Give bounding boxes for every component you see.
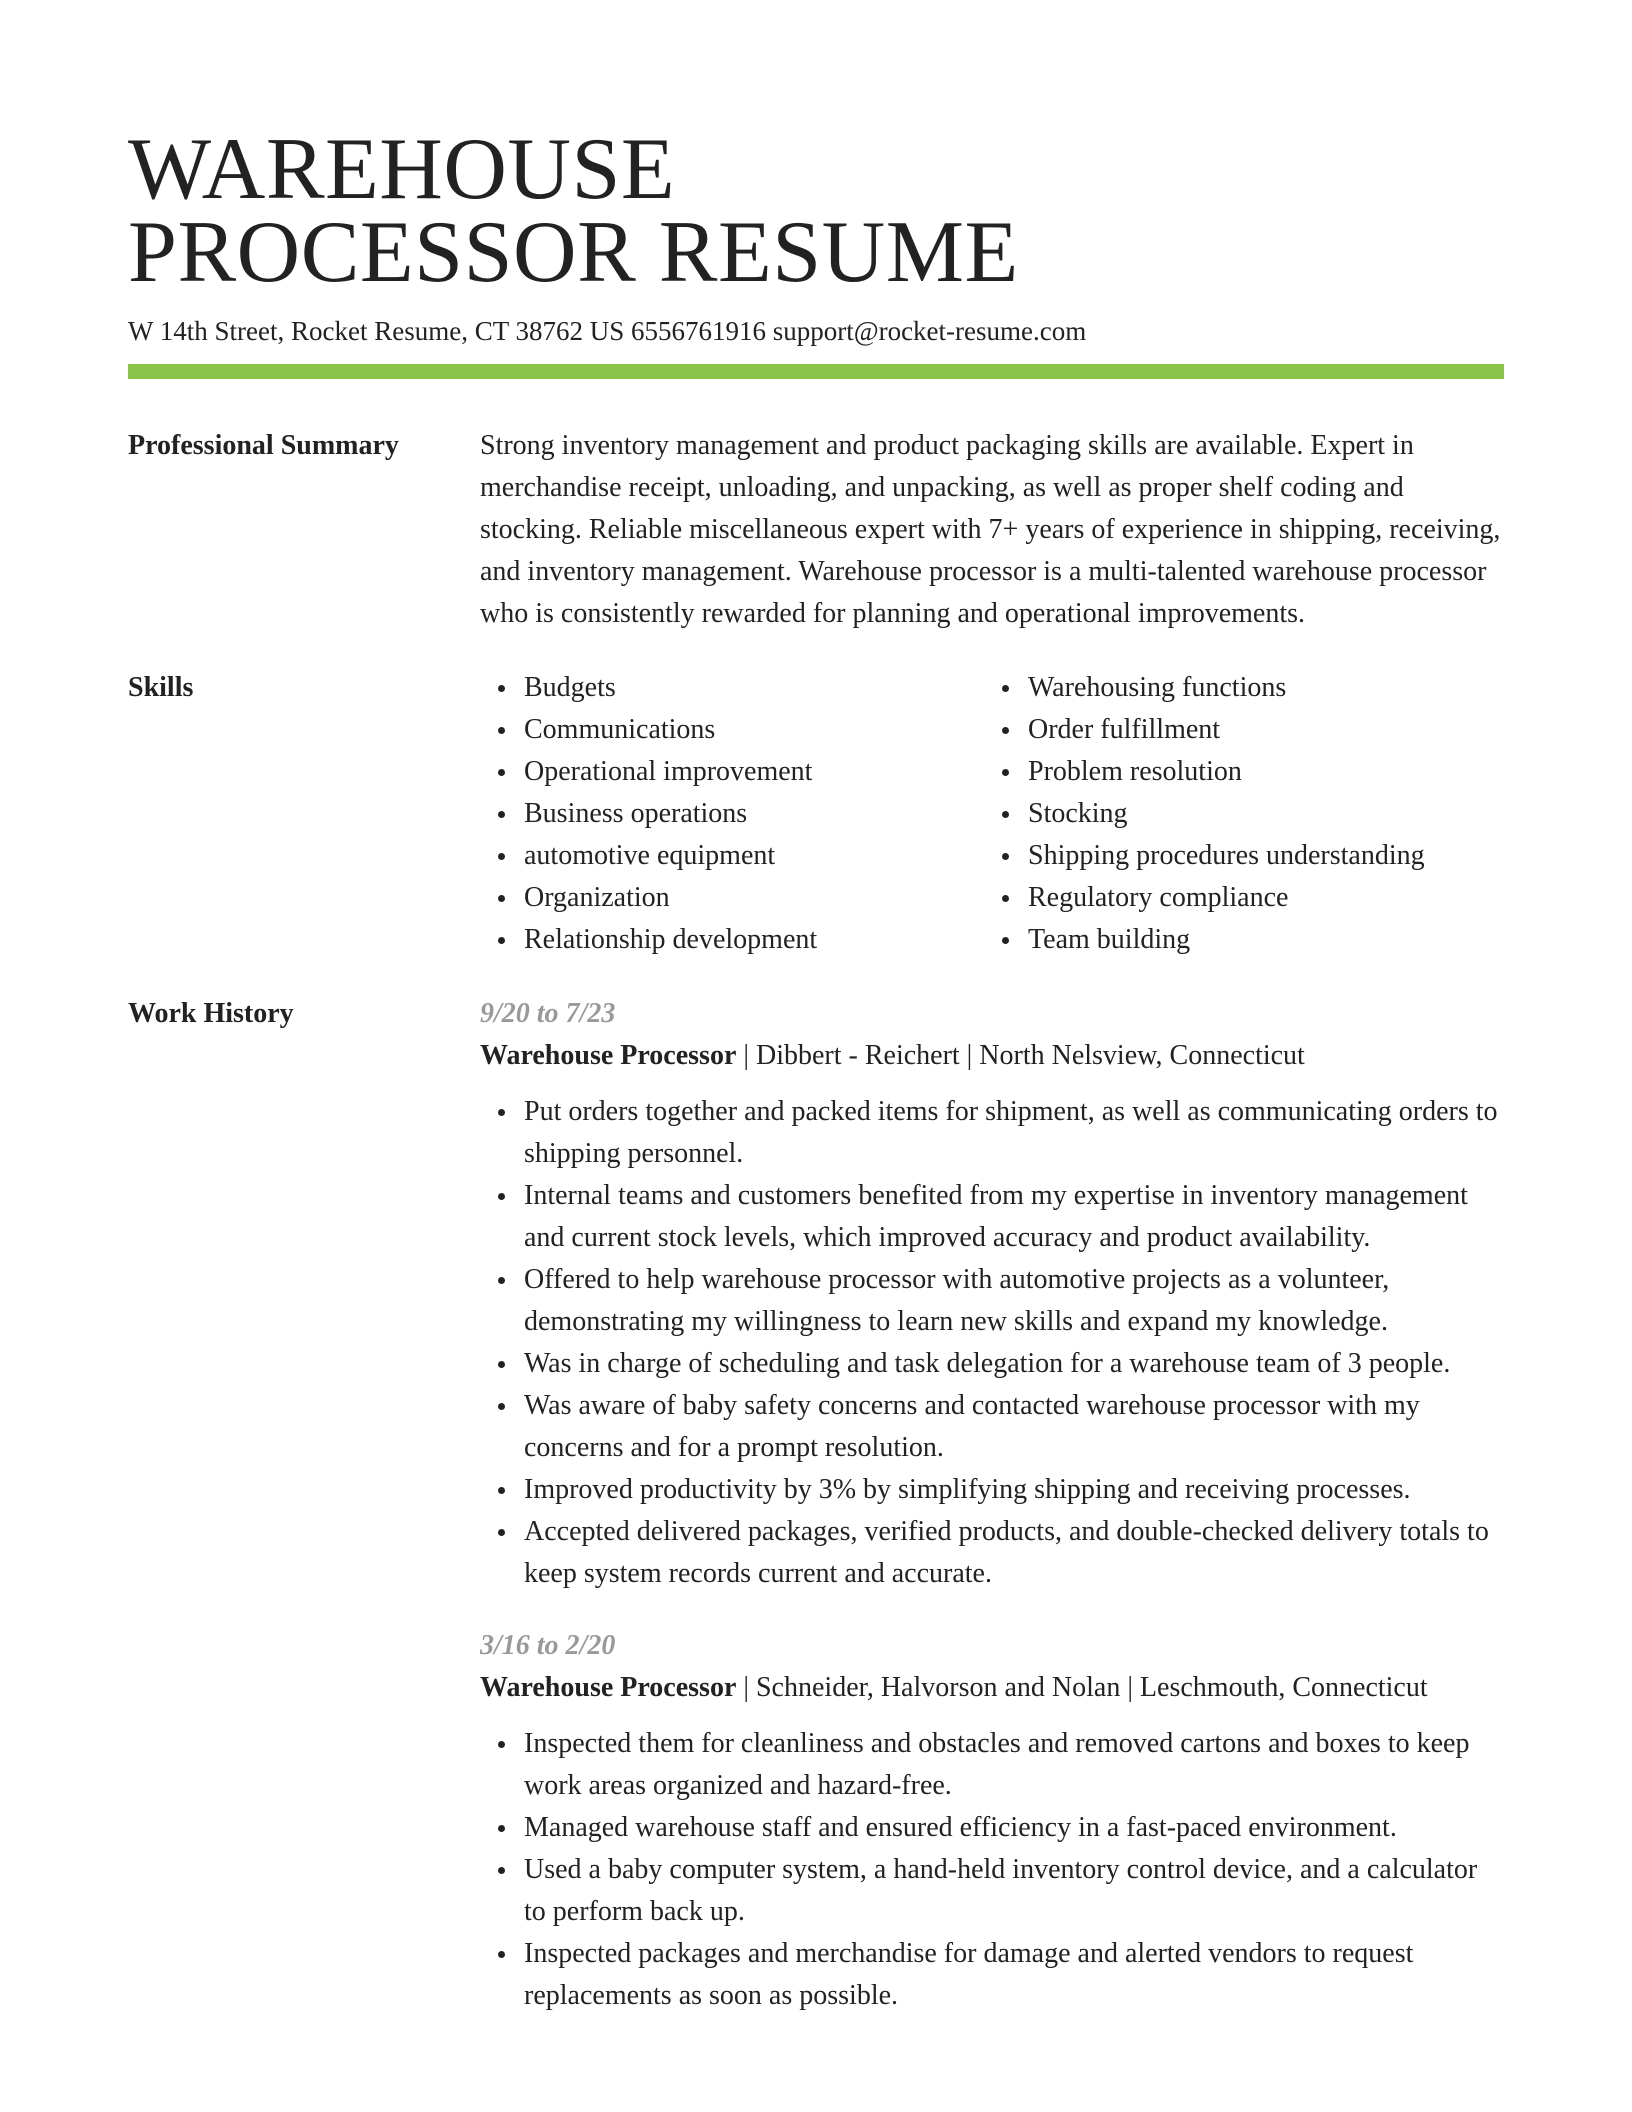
skill-item: Budgets (524, 667, 984, 709)
job-duty: Managed warehouse staff and ensured efficiency in a fast-paced environment. (524, 1807, 1504, 1849)
skill-item: Relationship development (524, 919, 984, 961)
job-heading (480, 1035, 1504, 1077)
job-duty: Offered to help warehouse processor with automotive projects as a volunteer, demonstrating my willingness to learn new skills and expand my knowledge. (524, 1259, 1504, 1343)
skill-item: Shipping procedures understanding (1028, 835, 1488, 877)
work-history-body (480, 993, 1504, 2017)
resume-title (128, 0, 1504, 301)
job-entry (480, 1625, 1504, 2017)
skills-list-left (480, 667, 984, 961)
contact-info: W 14th Street, Rocket Resume, CT 38762 US 6556761916 support@rocket-resume.com (128, 316, 1087, 346)
job-duty: Accepted delivered packages, verified products, and double-checked delivery totals to keep system records current and accurate. (524, 1511, 1504, 1595)
job-duty: Internal teams and customers benefited from my expertise in inventory management and current stock levels, which improved accuracy and product availability. (524, 1175, 1504, 1259)
section-heading-professional-summary: Professional Summary (128, 430, 399, 461)
skill-item: Regulatory compliance (1028, 877, 1488, 919)
professional-summary-body (480, 425, 1504, 635)
job-employer-location: | Dibbert - Reichert | North Nelsview, Connecticut (736, 1040, 1305, 1071)
skill-item: Order fulfillment (1028, 709, 1488, 751)
resume-page (128, 0, 1504, 2017)
professional-summary-text: Strong inventory management and product packaging skills are available. Expert in merchandise receipt, unloading, and unpacking, as well as proper shelf coding and stocking. Reliable miscellaneous expert with 7+ years of experience in shipping, receiving, and inventory management. Warehouse processor is a multi-talented warehouse processor who is consistently rewarded for planning and operational improvements. (480, 430, 1501, 629)
job-entry (480, 993, 1504, 1595)
professional-summary-section (128, 425, 1504, 635)
job-duty: Inspected packages and merchandise for damage and alerted vendors to request replacements as soon as possible. (524, 1933, 1504, 2017)
job-dates: 9/20 to 7/23 (480, 998, 616, 1029)
job-duty: Was aware of baby safety concerns and contacted warehouse processor with my concerns and for a prompt resolution. (524, 1385, 1504, 1469)
resume-title-line-1: WAREHOUSE (128, 121, 676, 218)
section-heading-work-history: Work History (128, 998, 294, 1029)
job-title: Warehouse Processor (480, 1040, 737, 1071)
skill-item: Communications (524, 709, 984, 751)
resume-title-line-2: PROCESSOR RESUME (128, 204, 1019, 301)
job-heading (480, 1667, 1504, 1709)
job-dates: 3/16 to 2/20 (480, 1630, 616, 1661)
work-history-section (128, 993, 1504, 2017)
skills-list-right (984, 667, 1488, 961)
skill-item: Business operations (524, 793, 984, 835)
skill-item: automotive equipment (524, 835, 984, 877)
job-duty: Improved productivity by 3% by simplifying shipping and receiving processes. (524, 1469, 1504, 1511)
skill-item: Operational improvement (524, 751, 984, 793)
job-duty: Put orders together and packed items for shipment, as well as communicating orders to shipping personnel. (524, 1091, 1504, 1175)
job-employer-location: | Schneider, Halvorson and Nolan | Leschmouth, Connecticut (736, 1672, 1428, 1703)
job-duty: Used a baby computer system, a hand-held inventory control device, and a calculator to perform back up. (524, 1849, 1504, 1933)
skill-item: Problem resolution (1028, 751, 1488, 793)
job-title: Warehouse Processor (480, 1672, 737, 1703)
skills-section (128, 667, 1504, 961)
job-duty: Was in charge of scheduling and task delegation for a warehouse team of 3 people. (524, 1343, 1504, 1385)
job-duties-list (480, 1723, 1504, 2017)
job-duties-list (480, 1091, 1504, 1595)
skills-body (480, 667, 1504, 961)
skill-item: Warehousing functions (1028, 667, 1488, 709)
skill-item: Team building (1028, 919, 1488, 961)
accent-divider (128, 364, 1504, 379)
job-duty: Inspected them for cleanliness and obstacles and removed cartons and boxes to keep work areas organized and hazard-free. (524, 1723, 1504, 1807)
skill-item: Organization (524, 877, 984, 919)
skill-item: Stocking (1028, 793, 1488, 835)
section-heading-skills: Skills (128, 672, 194, 703)
